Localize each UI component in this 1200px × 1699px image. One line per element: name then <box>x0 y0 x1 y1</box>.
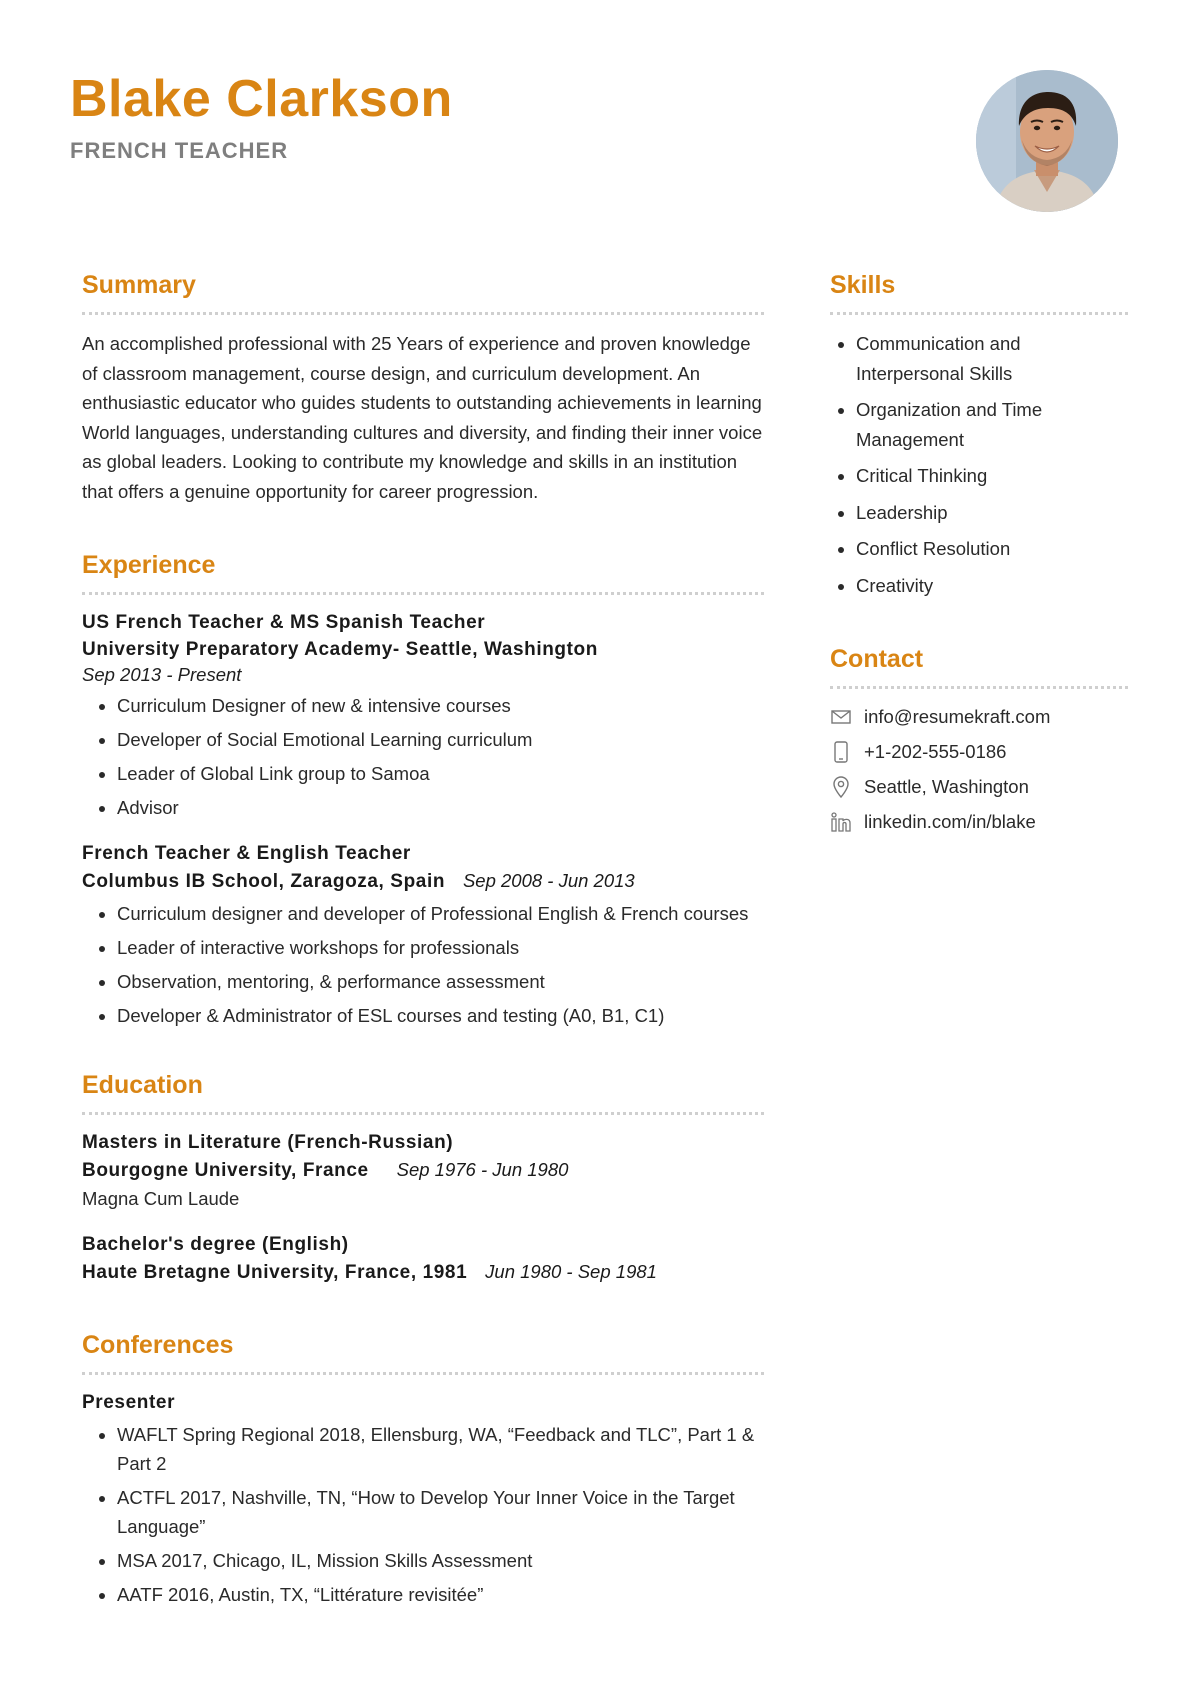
list-item: • Organization and Time Management <box>856 395 1128 454</box>
list-item: • Critical Thinking <box>856 461 1128 491</box>
section-divider <box>82 1112 764 1115</box>
list-item: • Developer & Administrator of ESL courses and testing (A0, B1, C1) <box>117 1001 764 1030</box>
list-item: • Creativity <box>856 571 1128 601</box>
job-title: US French Teacher & MS Spanish Teacher <box>82 612 486 633</box>
conference-list <box>82 1420 764 1609</box>
contact-phone[interactable] <box>830 738 1128 765</box>
job-organization-line <box>82 867 764 895</box>
resume-header <box>70 66 453 164</box>
main-column <box>82 268 764 1651</box>
envelope-icon <box>830 706 852 728</box>
location-text: Seattle, Washington <box>864 776 1029 797</box>
experience-section <box>82 548 764 1030</box>
education-dates: Jun 1980 - Sep 1981 <box>485 1261 657 1282</box>
linkedin-icon <box>830 811 852 833</box>
list-item: • MSA 2017, Chicago, IL, Mission Skills Assessment <box>117 1546 764 1575</box>
skills-list <box>830 329 1128 600</box>
job-dates: Sep 2008 - Jun 2013 <box>462 870 635 891</box>
side-column <box>830 268 1128 877</box>
contact-linkedin[interactable] <box>830 808 1128 835</box>
list-item: • ACTFL 2017, Nashville, TN, “How to Develop Your Inner Voice in the Target Language” <box>117 1483 764 1541</box>
contact-section <box>830 642 1128 835</box>
education-entry <box>82 1231 764 1286</box>
summary-heading: Summary <box>82 271 196 299</box>
education-entry <box>82 1129 764 1213</box>
conferences-section <box>82 1328 764 1609</box>
school: Haute Bretagne University, France, 1981 <box>82 1262 468 1283</box>
contact-email[interactable] <box>830 703 1128 730</box>
job-organization: University Preparatory Academy- Seattle, Washington <box>82 639 598 660</box>
section-divider <box>82 592 764 595</box>
job-bullets <box>82 691 764 822</box>
list-item: • Leader of interactive workshops for professionals <box>117 933 764 962</box>
section-divider <box>830 312 1128 315</box>
contact-location <box>830 773 1128 800</box>
degree: Masters in Literature (French-Russian) <box>82 1132 454 1153</box>
education-section <box>82 1068 764 1286</box>
phone-icon <box>830 741 852 763</box>
job-bullets <box>82 899 764 1030</box>
list-item: • Leader of Global Link group to Samoa <box>117 759 764 788</box>
section-divider <box>82 1372 764 1375</box>
school-line <box>82 1258 764 1286</box>
education-dates: Sep 1976 - Jun 1980 <box>396 1159 569 1180</box>
degree: Bachelor's degree (English) <box>82 1234 349 1255</box>
job-dates: Sep 2013 - Present <box>82 664 242 685</box>
candidate-title: FRENCH TEACHER <box>70 138 289 163</box>
list-item: • Developer of Social Emotional Learning curriculum <box>117 725 764 754</box>
section-divider <box>830 686 1128 689</box>
avatar <box>976 70 1118 212</box>
summary-text: An accomplished professional with 25 Years of experience and proven knowledge of classroom management, course design, and curriculum development. An enthusiastic educator who guides students to outstanding achievements in learning World languages, understanding cultures and diversity, and finding their inner voice as global leaders. Looking to contribute my knowledge and skills in an institution that offers a genuine opportunity for career progression. <box>82 333 763 502</box>
school: Bourgogne University, France <box>82 1160 369 1181</box>
job-entry <box>82 609 764 822</box>
list-item: • Communication and Interpersonal Skills <box>856 329 1128 388</box>
list-item: • WAFLT Spring Regional 2018, Ellensburg, WA, “Feedback and TLC”, Part 1 & Part 2 <box>117 1420 764 1478</box>
list-item: • Advisor <box>117 793 764 822</box>
list-item: • Curriculum designer and developer of Professional English & French courses <box>117 899 764 928</box>
honors-note: Magna Cum Laude <box>82 1188 240 1209</box>
list-item: • Leadership <box>856 498 1128 528</box>
education-heading: Education <box>82 1071 203 1099</box>
job-title: French Teacher & English Teacher <box>82 843 411 864</box>
list-item: • Curriculum Designer of new & intensive courses <box>117 691 764 720</box>
phone-text[interactable]: +1-202-555-0186 <box>864 741 1007 762</box>
section-divider <box>82 312 764 315</box>
experience-heading: Experience <box>82 551 216 579</box>
job-entry <box>82 840 764 1030</box>
email-text[interactable]: info@resumekraft.com <box>864 706 1051 727</box>
contact-heading: Contact <box>830 645 924 673</box>
conferences-heading: Conferences <box>82 1331 234 1359</box>
list-item: • Observation, mentoring, & performance assessment <box>117 967 764 996</box>
location-pin-icon <box>830 776 852 798</box>
skills-section <box>830 268 1128 600</box>
summary-section <box>82 268 764 506</box>
list-item: • AATF 2016, Austin, TX, “Littérature revisitée” <box>117 1580 764 1609</box>
linkedin-text[interactable]: linkedin.com/in/blake <box>864 811 1036 832</box>
candidate-name: Blake Clarkson <box>70 70 453 128</box>
list-item: • Conflict Resolution <box>856 534 1128 564</box>
conference-role: Presenter <box>82 1392 176 1413</box>
school-line <box>82 1156 764 1184</box>
skills-heading: Skills <box>830 271 896 299</box>
job-organization: Columbus IB School, Zaragoza, Spain <box>82 871 446 892</box>
portrait-photo <box>976 70 1118 212</box>
